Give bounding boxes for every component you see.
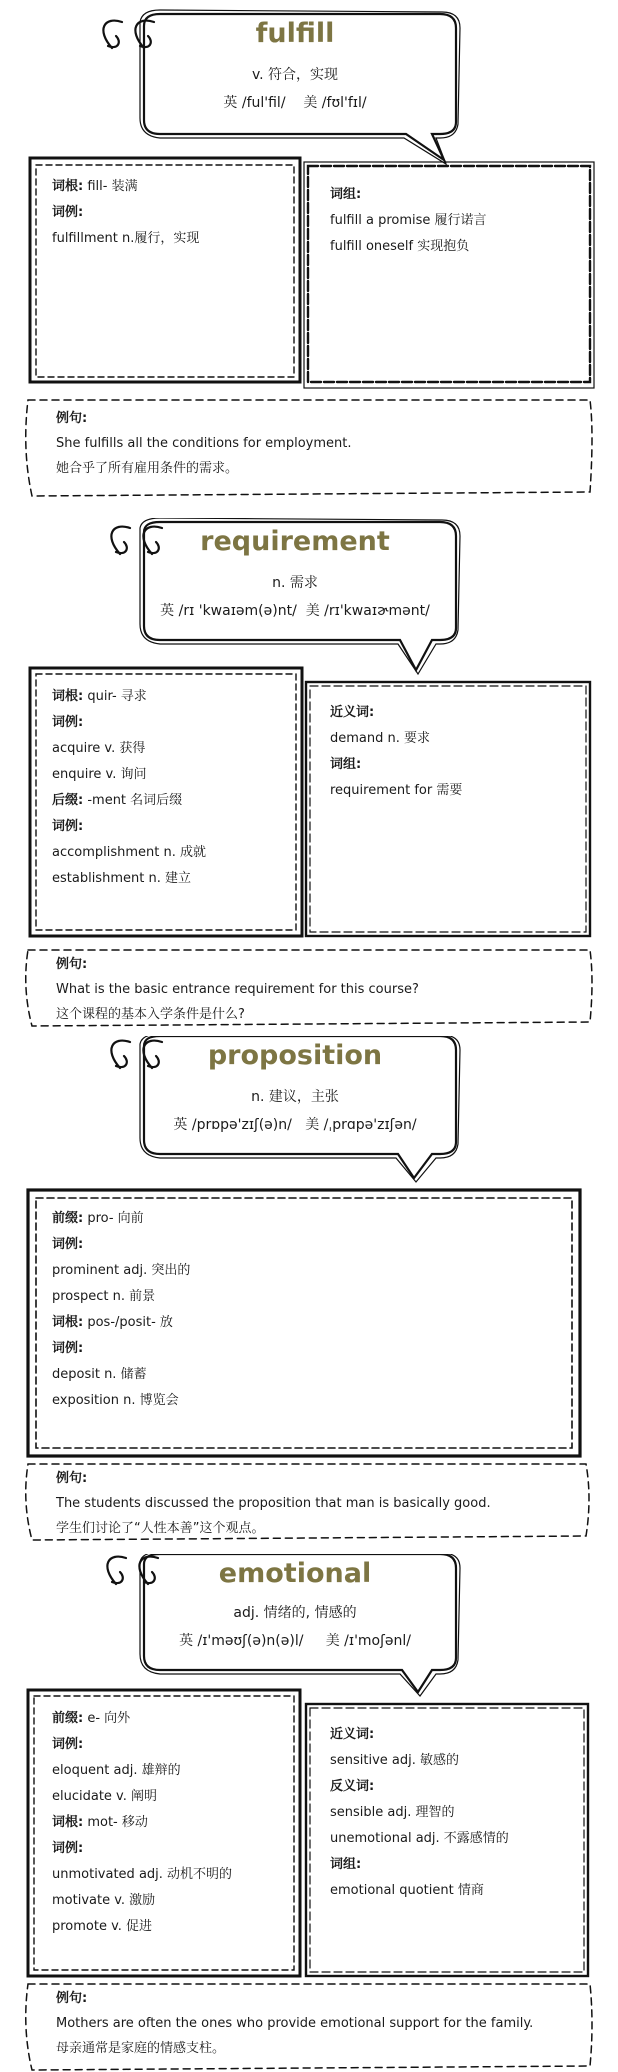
entry-row <box>330 1774 509 1800</box>
entry-row <box>52 1232 190 1258</box>
entry-text: mot- 移动 <box>87 1815 148 1830</box>
entry-text: requirement for 需要 <box>330 783 463 798</box>
entry-text: prospect n. 前景 <box>52 1289 156 1304</box>
quote-mark-left-icon <box>111 527 130 554</box>
entry-text: promote v. 促进 <box>52 1919 153 1934</box>
entry-label: 近义词: <box>330 1727 375 1742</box>
left-panel <box>52 1206 190 1414</box>
quote-mark-left-icon <box>103 21 122 48</box>
example-chinese: 她合乎了所有雇用条件的需求。 <box>56 461 239 476</box>
example-label: 例句: <box>56 1471 88 1486</box>
entry-text: prominent adj. 突出的 <box>52 1263 191 1278</box>
entry-label: 词根: <box>52 1815 84 1830</box>
entry-text: eloquent adj. 雄辩的 <box>52 1763 181 1778</box>
example-english: What is the basic entrance requirement for this course? <box>56 982 419 997</box>
entry-text: acquire v. 获得 <box>52 741 146 756</box>
entry-row <box>330 700 462 726</box>
example-label: 例句: <box>56 411 88 426</box>
example-english: Mothers are often the ones who provide emotional support for the family. <box>56 2016 534 2031</box>
word-card-emotional <box>0 1554 618 2072</box>
example-section <box>56 952 419 1027</box>
entry-row <box>52 1336 190 1362</box>
example-english: The students discussed the proposition that man is basically good. <box>56 1496 491 1511</box>
headword: proposition <box>207 1040 383 1071</box>
entry-row <box>52 1836 232 1862</box>
entry-row <box>330 726 462 752</box>
entry-row <box>330 1748 509 1774</box>
entry-text: exposition n. 博览会 <box>52 1393 179 1408</box>
entry-label: 词例: <box>52 819 84 834</box>
phonetics <box>140 1630 450 1650</box>
entry-row <box>52 1706 232 1732</box>
entry-label: 词例: <box>52 1237 84 1252</box>
entry-row <box>330 182 487 208</box>
entry-text: demand n. 要求 <box>330 731 431 746</box>
example-english: She fulfills all the conditions for employment. <box>56 436 352 451</box>
entry-label: 近义词: <box>330 705 375 720</box>
entry-row <box>52 1784 232 1810</box>
example-chinese: 母亲通常是家庭的情感支柱。 <box>56 2041 226 2056</box>
entry-text: sensitive adj. 敏感的 <box>330 1753 460 1768</box>
phonetic-uk: 英 /ɪ'məʊʃ(ə)n(ə)l/ <box>179 1633 304 1649</box>
entry-text: fulfill oneself 实现抱负 <box>330 239 470 254</box>
entry-row <box>52 736 206 762</box>
entry-row <box>52 1888 232 1914</box>
entry-text: unemotional adj. 不露感情的 <box>330 1831 509 1846</box>
word-card-proposition <box>0 1036 618 1554</box>
entry-row <box>330 1722 509 1748</box>
example-label: 例句: <box>56 1991 88 2006</box>
phonetics <box>140 600 450 620</box>
entry-row <box>52 1310 190 1336</box>
headword: fulfill <box>255 18 335 49</box>
phonetic-us: 美 /ˌprɑpə'zɪʃən/ <box>305 1117 417 1133</box>
entry-text: e- 向外 <box>87 1711 131 1726</box>
right-panel <box>330 182 487 260</box>
word-card-fulfill <box>0 0 618 518</box>
entry-label: 前缀: <box>52 1211 84 1226</box>
entry-row <box>52 1810 232 1836</box>
entry-row <box>52 840 206 866</box>
entry-row <box>52 814 206 840</box>
quote-mark-left-icon <box>111 1041 130 1068</box>
entry-row <box>330 1800 509 1826</box>
entry-label: 词根: <box>52 179 84 194</box>
entry-label: 反义词: <box>330 1779 375 1794</box>
entry-row <box>52 1862 232 1888</box>
entry-label: 后缀: <box>52 793 84 808</box>
phonetic-us: 美 /fʊl'fɪl/ <box>303 95 367 111</box>
entry-row <box>52 1284 190 1310</box>
entry-text: fill- 装满 <box>87 179 138 194</box>
entry-label: 词组: <box>330 1857 362 1872</box>
phonetics <box>140 1114 450 1134</box>
example-section <box>56 1986 533 2061</box>
entry-text: motivate v. 激励 <box>52 1893 156 1908</box>
entry-row <box>52 1914 232 1940</box>
entry-row <box>330 778 462 804</box>
left-panel <box>52 684 206 892</box>
headword: emotional <box>218 1558 372 1589</box>
entry-row <box>52 710 206 736</box>
entry-row <box>330 1852 509 1878</box>
left-panel <box>52 174 199 252</box>
entry-label: 前缀: <box>52 1711 84 1726</box>
entry-row <box>52 762 206 788</box>
entry-row <box>330 1826 509 1852</box>
part-of-speech: adj. 情绪的, 情感的 <box>233 1605 357 1621</box>
entry-label: 词例: <box>52 1841 84 1856</box>
example-section <box>56 1466 491 1541</box>
entry-row <box>52 174 199 200</box>
entry-row <box>52 788 206 814</box>
entry-row <box>52 1362 190 1388</box>
example-label: 例句: <box>56 957 88 972</box>
phonetic-uk: 英 /prɒpə'zɪʃ(ə)n/ <box>173 1117 292 1133</box>
entry-row <box>52 1758 232 1784</box>
phonetic-us: 美 /ɪ'moʃənl/ <box>325 1633 411 1649</box>
entry-text: accomplishment n. 成就 <box>52 845 207 860</box>
entry-row <box>52 226 199 252</box>
entry-label: 词组: <box>330 187 362 202</box>
left-panel <box>52 1706 232 1940</box>
phonetic-us: 美 /rɪ'kwaɪɚmənt/ <box>305 603 430 619</box>
part-of-speech: n. 需求 <box>272 575 318 591</box>
part-of-speech: n. 建议，主张 <box>251 1089 339 1105</box>
right-panel <box>330 1722 509 1904</box>
phonetics <box>140 92 450 112</box>
entry-row <box>52 200 199 226</box>
entry-text: sensible adj. 理智的 <box>330 1805 455 1820</box>
entry-text: pro- 向前 <box>87 1211 144 1226</box>
phonetic-uk: 英 /ful'fil/ <box>223 95 286 111</box>
entry-label: 词根: <box>52 1315 84 1330</box>
entry-text: fulfill a promise 履行诺言 <box>330 213 487 228</box>
example-section <box>56 406 351 481</box>
entry-row <box>330 208 487 234</box>
entry-label: 词例: <box>52 715 84 730</box>
entry-label: 词组: <box>330 757 362 772</box>
entry-label: 词根: <box>52 689 84 704</box>
entry-label: 词例: <box>52 205 84 220</box>
right-panel <box>330 700 462 804</box>
entry-row <box>330 234 487 260</box>
entry-text: unmotivated adj. 动机不明的 <box>52 1867 233 1882</box>
part-of-speech: v. 符合，实现 <box>251 67 339 83</box>
entry-row <box>52 1388 190 1414</box>
quote-mark-left-icon <box>107 1557 126 1584</box>
entry-row <box>52 1732 232 1758</box>
entry-row <box>52 1258 190 1284</box>
example-chinese: 这个课程的基本入学条件是什么? <box>56 1007 245 1022</box>
entry-text: enquire v. 询问 <box>52 767 147 782</box>
entry-text: quir- 寻求 <box>87 689 147 704</box>
entry-text: elucidate v. 阐明 <box>52 1789 158 1804</box>
entry-row <box>330 1878 509 1904</box>
phonetic-uk: 英 /rɪ 'kwaɪəm(ə)nt/ <box>160 603 297 619</box>
entry-text: deposit n. 储蓄 <box>52 1367 147 1382</box>
headword: requirement <box>200 526 390 557</box>
example-chinese: 学生们讨论了“人性本善”这个观点。 <box>56 1521 265 1536</box>
entry-text: pos-/posit- 放 <box>87 1315 173 1330</box>
word-card-requirement <box>0 518 618 1036</box>
entry-text: fulfillment n.履行，实现 <box>52 231 200 246</box>
entry-text: establishment n. 建立 <box>52 871 191 886</box>
entry-row <box>52 684 206 710</box>
entry-label: 词例: <box>52 1737 84 1752</box>
entry-row <box>52 866 206 892</box>
entry-text: -ment 名词后缀 <box>87 793 183 808</box>
entry-row <box>52 1206 190 1232</box>
entry-row <box>330 752 462 778</box>
entry-text: emotional quotient 情商 <box>330 1883 484 1898</box>
entry-label: 词例: <box>52 1341 84 1356</box>
